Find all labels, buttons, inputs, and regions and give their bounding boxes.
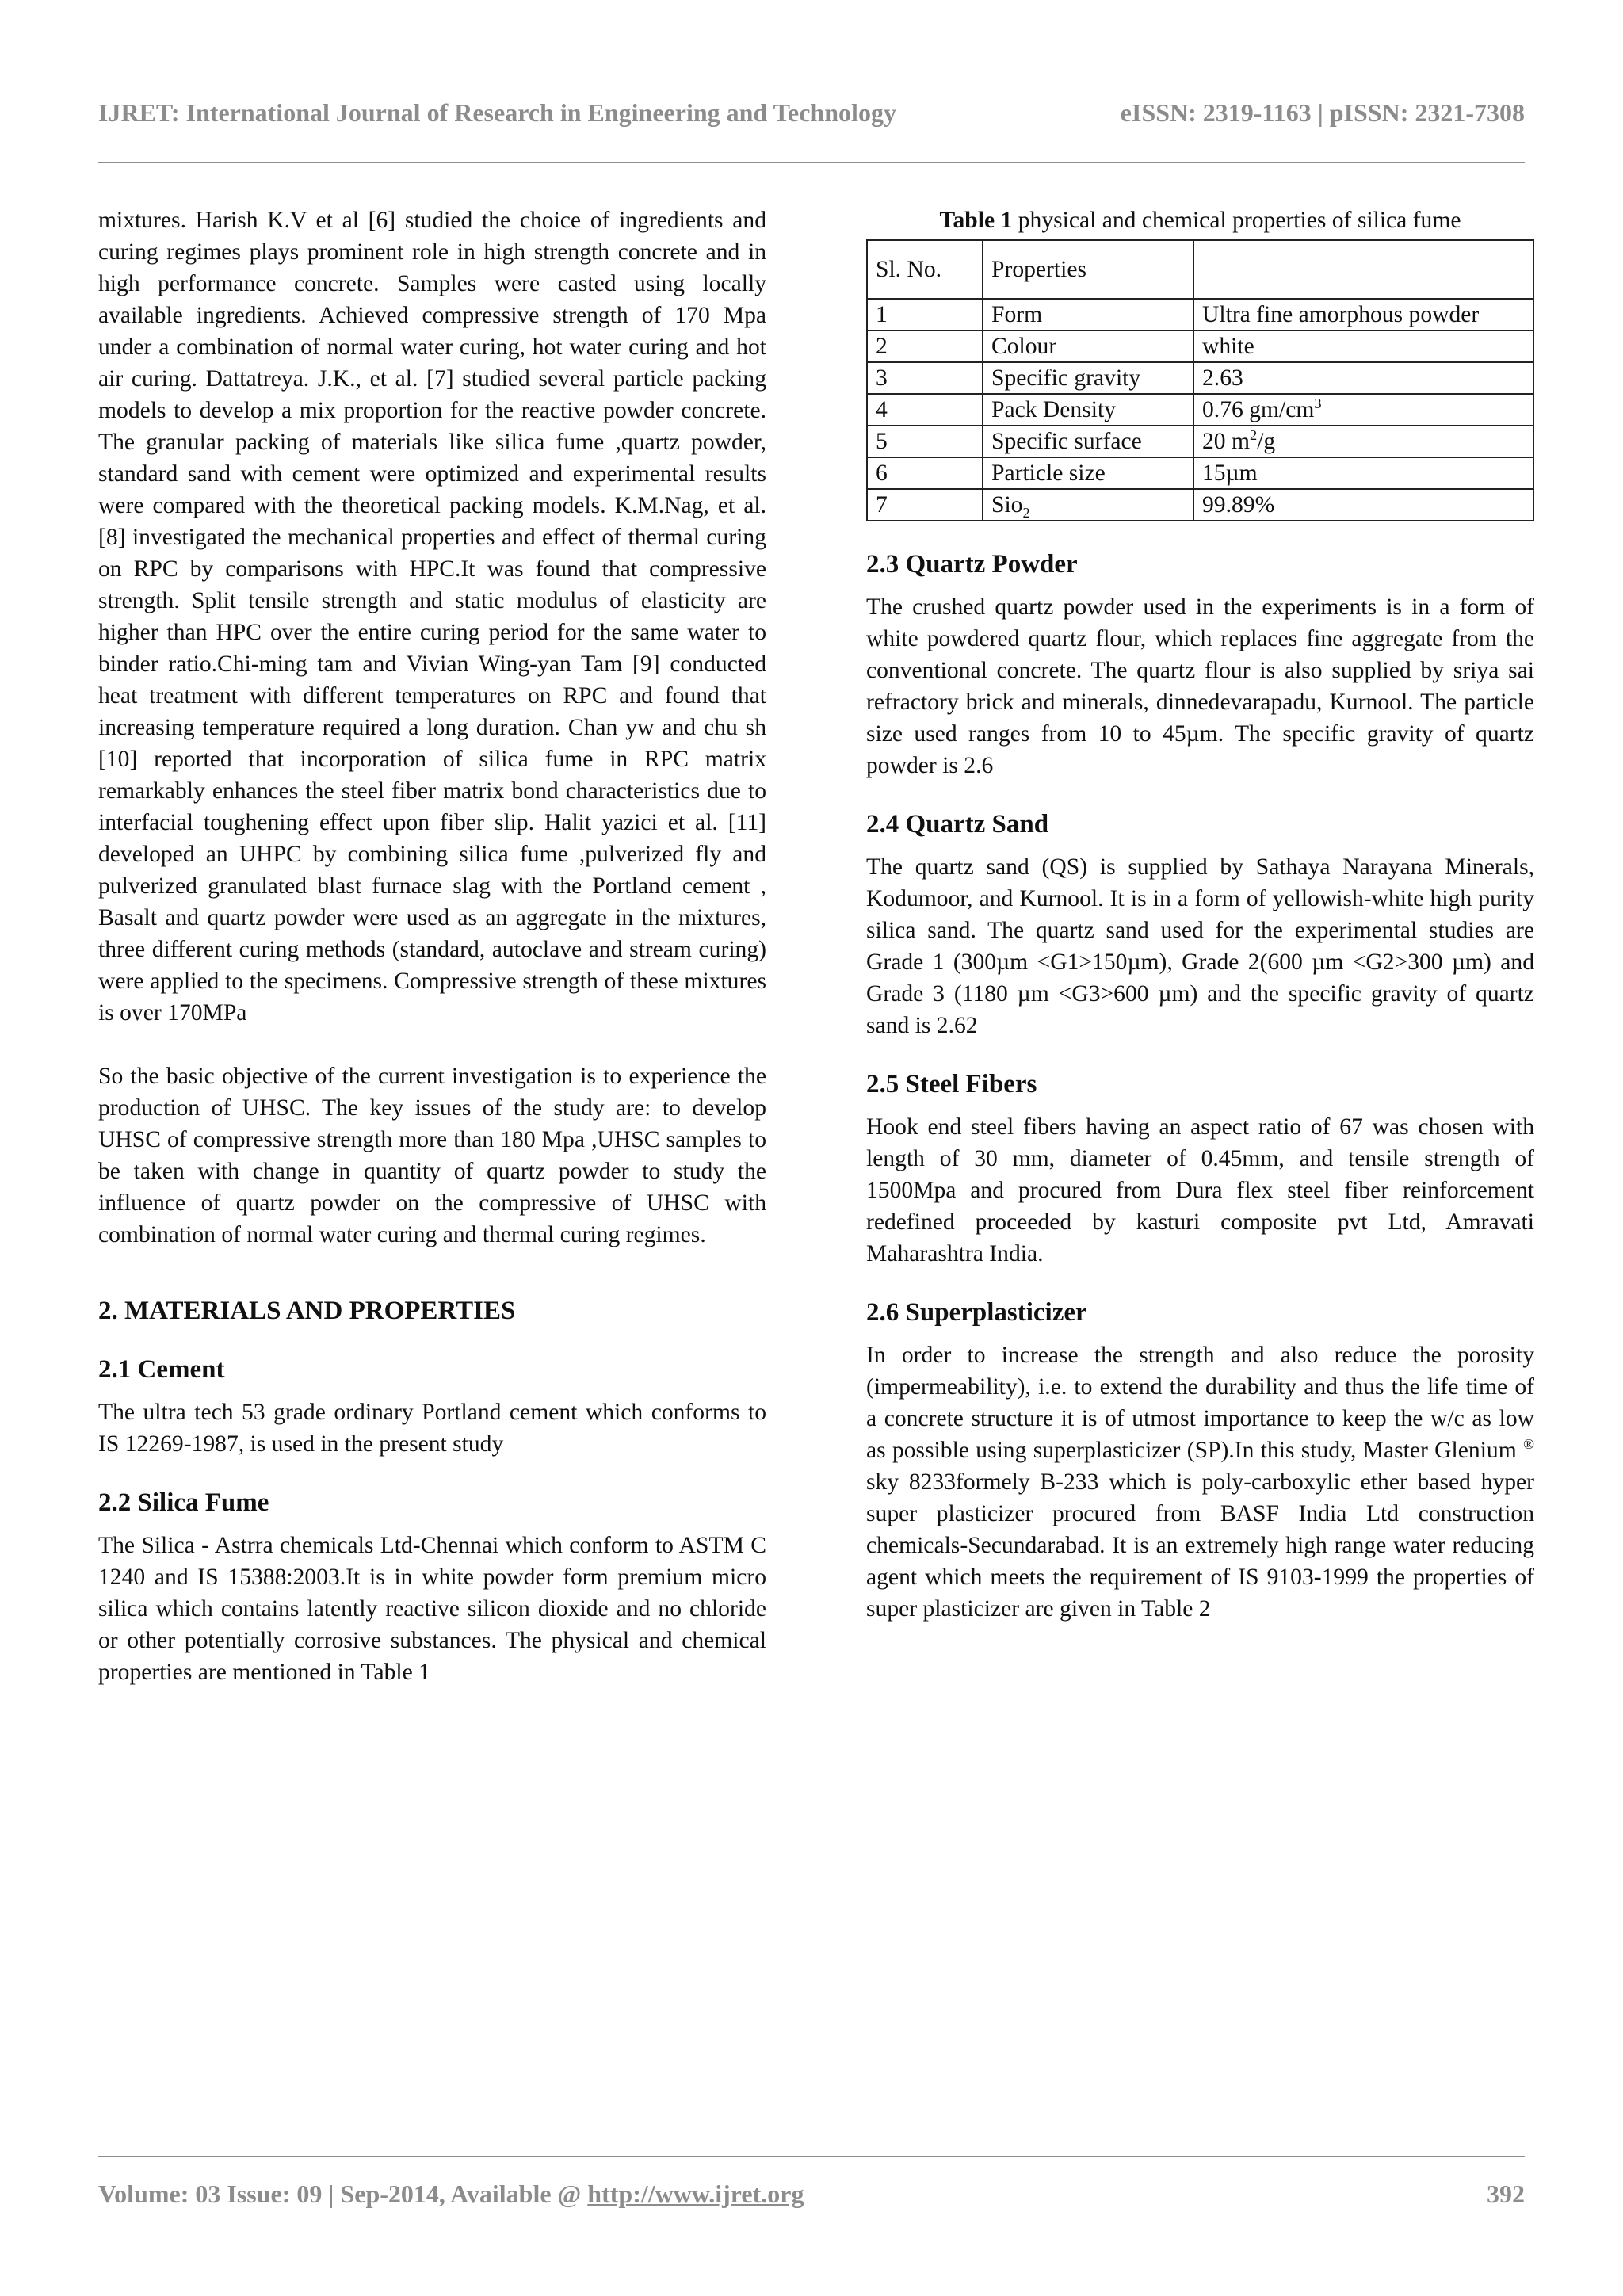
table-caption-text: physical and chemical properties of silica fume <box>1012 208 1461 233</box>
table-row <box>867 330 1533 362</box>
table-row <box>867 489 1533 521</box>
row-property: Pack Density <box>983 394 1193 426</box>
left-column <box>98 204 766 1688</box>
table-row <box>867 362 1533 394</box>
table-row <box>867 457 1533 489</box>
property-subscript: 2 <box>1022 504 1030 521</box>
value-text: 20 m <box>1202 429 1251 454</box>
table-caption <box>866 204 1534 236</box>
journal-title: IJRET: International Journal of Research in Engineering and Technology <box>98 98 896 127</box>
property-text: Sio <box>991 492 1023 518</box>
page-header <box>98 98 1525 133</box>
value-tail: /g <box>1257 429 1276 454</box>
table-row <box>867 394 1533 426</box>
heading-superplasticizer: 2.6 Superplasticizer <box>866 1298 1087 1327</box>
row-number: 5 <box>867 426 983 457</box>
journal-link[interactable]: http://www.ijret.org <box>587 2179 804 2208</box>
superplasticizer-text-b: sky 8233formely B-233 which is poly-carboxylic ether based hyper super plasticizer procured from BASF India Ltd construction chemicals-Secundarabad. It is an extremely high range water reducing agent which meets the requirement of IS 9103-1999 the properties of super plasticizer are given in Table 2 <box>866 1469 1534 1622</box>
row-value: 15µm <box>1193 457 1533 489</box>
section-heading-materials: 2. MATERIALS AND PROPERTIES <box>98 1297 516 1325</box>
table-caption-label: Table 1 <box>939 208 1013 233</box>
page-footer <box>98 2179 1525 2214</box>
heading-steel-fibers: 2.5 Steel Fibers <box>866 1070 1037 1098</box>
row-value <box>1193 394 1533 426</box>
row-number: 6 <box>867 457 983 489</box>
row-number: 1 <box>867 299 983 330</box>
superplasticizer-text-a: In order to increase the strength and also reduce the porosity (impermeability), i.e. to extend the durability and thus the life time of a concrete structure it is of utmost importance to keep the w/c as low as possible using superplasticizer (SP).In this study, Master Glenium <box>866 1343 1534 1463</box>
row-property: Specific surface <box>983 426 1193 457</box>
quartz-sand-paragraph: The quartz sand (QS) is supplied by Sathaya Narayana Minerals, Kodumoor, and Kurnool. It is in a form of yellowish-white high purity silica sand. The quartz sand used for the experimental studies are Grade 1 (300µm <G1>150µm), Grade 2(600 µm <G2>300 µm) and Grade 3 (1180 µm <G3>600 µm) and the specific gravity of quartz sand is 2.62 <box>866 854 1534 1038</box>
row-property: Specific gravity <box>983 362 1193 394</box>
table-header-row <box>867 240 1533 299</box>
row-property: Form <box>983 299 1193 330</box>
value-text: 0.76 gm/cm <box>1202 397 1315 422</box>
steel-fibers-paragraph: Hook end steel fibers having an aspect ratio of 67 was chosen with length of 30 mm, diameter of 0.45mm, and tensile strength of 1500Mpa and procured from Dura flex steel fiber reinforcement redefined proceeded by kasturi composite pvt Ltd, Amravati Maharashtra India. <box>866 1114 1534 1266</box>
heading-quartz-powder: 2.3 Quartz Powder <box>866 550 1078 579</box>
row-value <box>1193 426 1533 457</box>
header-cell: Properties <box>983 240 1193 299</box>
header-cell: Sl. No. <box>867 240 983 299</box>
value-superscript: 2 <box>1250 427 1258 444</box>
cement-paragraph: The ultra tech 53 grade ordinary Portland cement which conforms to IS 12269-1987, is used in the present study <box>98 1400 766 1457</box>
heading-cement: 2.1 Cement <box>98 1355 225 1384</box>
header-cell <box>1193 240 1533 299</box>
row-property: Particle size <box>983 457 1193 489</box>
row-number: 3 <box>867 362 983 394</box>
row-property <box>983 489 1193 521</box>
heading-quartz-sand: 2.4 Quartz Sand <box>866 810 1049 839</box>
registered-mark: ® <box>1523 1436 1534 1453</box>
value-superscript: 3 <box>1314 395 1322 412</box>
quartz-powder-paragraph: The crushed quartz powder used in the experiments is in a form of white powdered quartz flour, which replaces fine aggregate from the conventional concrete. The quartz flour is also supplied by sriya sai refractory brick and minerals, dinnedevarapadu, Kurnool. The particle size used ranges from 10 to 45µm. The specific gravity of quartz powder is 2.6 <box>866 594 1534 778</box>
table-row <box>867 426 1533 457</box>
objective-paragraph: So the basic objective of the current investigation is to experience the production of UHSC. The key issues of the study are: to develop UHSC of compressive strength more than 180 Mpa ,UHSC samples to be taken with change in quantity of quartz powder to study the influence of quartz powder on the compressive of UHSC with combination of normal water curing and thermal curing regimes. <box>98 1064 766 1247</box>
intro-paragraph: mixtures. Harish K.V et al [6] studied the choice of ingredients and curing regimes plays prominent role in high strength concrete and in high performance concrete. Samples were casted using locally available ingredients. Achieved compressive strength of 170 Mpa under a combination of normal water curing, hot water curing and hot air curing. Dattatreya. J.K., et al. [7] studied several particle packing models to develop a mix proportion for the reactive powder concrete. The granular packing of materials like silica fume ,quartz powder, standard sand with cement were optimized and experimental results were compared with the theoretical packing models. K.M.Nag, et al. [8] investigated the mechanical properties and effect of thermal curing on RPC by comparisons with HPC.It was found that compressive strength. Split tensile strength and static modulus of elasticity are higher than HPC over the entire curing period for the same water to binder ratio.Chi-ming tam and Vivian Wing-yan Tam [9] conducted heat treatment with different temperatures on RPC and found that increasing temperature required a long duration. Chan yw and chu sh [10] reported that incorporation of silica fume in RPC matrix remarkably enhances the steel fiber matrix bond characteristics due to interfacial toughening effect upon fiber slip. Halit yazici et al. [11] developed an UHPC by combining silica fume ,pulverized fly and pulverized granulated blast furnace slag with the Portland cement , Basalt and quartz powder were used as an aggregate in the mixtures, three different curing methods (standard, autoclave and stream curing) were applied to the specimens. Compressive strength of these mixtures is over 170MPa <box>98 208 766 1026</box>
footer-rule <box>98 2156 1525 2157</box>
row-property: Colour <box>983 330 1193 362</box>
row-value: white <box>1193 330 1533 362</box>
row-number: 2 <box>867 330 983 362</box>
issn-info: eISSN: 2319-1163 | pISSN: 2321-7308 <box>1120 98 1525 127</box>
volume-text: Volume: 03 Issue: 09 | Sep-2014, Available @ <box>98 2179 588 2208</box>
superplasticizer-paragraph <box>866 1339 1534 1625</box>
footer-volume <box>98 2179 804 2209</box>
heading-silica-fume: 2.2 Silica Fume <box>98 1488 269 1517</box>
page-number: 392 <box>1487 2179 1525 2208</box>
header-rule <box>98 162 1525 163</box>
table-row <box>867 299 1533 330</box>
row-number: 7 <box>867 489 983 521</box>
row-value: 2.63 <box>1193 362 1533 394</box>
right-column <box>866 204 1534 1625</box>
silica-fume-paragraph: The Silica - Astrra chemicals Ltd-Chennai which conform to ASTM C 1240 and IS 15388:2003.It is in white powder form premium micro silica which contains latently reactive silicon dioxide and no chloride or other potentially corrosive substances. The physical and chemical properties are mentioned in Table 1 <box>98 1533 766 1685</box>
properties-table <box>866 239 1534 521</box>
row-value: 99.89% <box>1193 489 1533 521</box>
row-number: 4 <box>867 394 983 426</box>
row-value: Ultra fine amorphous powder <box>1193 299 1533 330</box>
